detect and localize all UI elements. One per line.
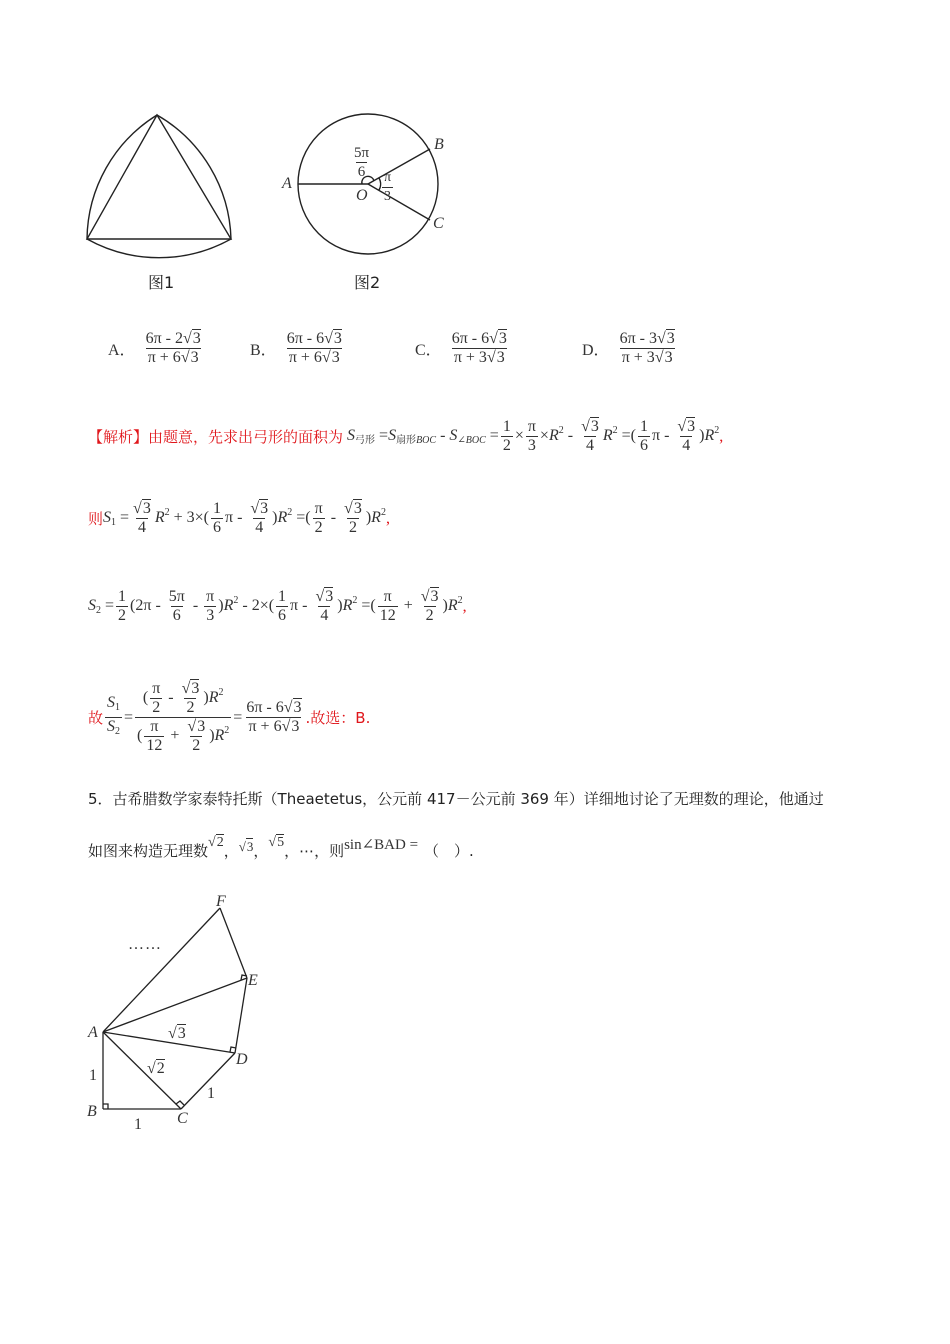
question-5-line-2: 如图来构造无理数 √2 ， √3 ， √5 ，⋯， 则 sin∠BAD = （ ）. — [88, 834, 474, 860]
radius-ob — [368, 149, 430, 184]
solution-answer: .故选：B. — [305, 709, 371, 727]
label-d: D — [236, 1051, 248, 1068]
segment-ae — [103, 978, 247, 1032]
label-c3: C — [177, 1110, 188, 1127]
question-5-line-1: 5．古希腊数学家泰特托斯（Theaetetus，公元前 417－公元前 369 年）详细地讨论了无理数的理论，他通过 — [88, 790, 824, 808]
option-b[interactable]: B． $\frac{6\pi - 6√3}{\pi + 6√3}$ — [250, 330, 342, 366]
right-angle-b — [103, 1104, 108, 1109]
sin-bad-expr: sin∠BAD = — [344, 837, 419, 853]
solution-line-1: 【解析】 由题意，先求出弓形的面积为 $S_{弓形} =S_{扇形BOC} - S_{\angle BOC}$ = $\frac{1}{2}$ × $\frac{\pi}{3}$ $\times R^2$ - $\frac{√3}{4}$ $R^2$ =( $\frac{1}{6}$ π - $\frac{√3}{4}$ )$R^2$ , — [88, 418, 724, 454]
label-b3: B — [87, 1103, 97, 1120]
label-a3: A — [88, 1024, 98, 1041]
inner-triangle — [87, 115, 231, 239]
s2-formula: $S_2$ = $\frac{1}{2}$ (2π - $\frac{5\pi}{6}$ - $\frac{\pi}{3}$ )$R^2 - 2\times$( $\frac{1}{6}$ π - $\frac{√3}{4}$ )$R^2$ =( $\frac{\pi}{12}$ + $\frac{√3}{2}$ )$R^2$ — [88, 588, 463, 624]
label-sqrt3: √3 — [168, 1025, 186, 1042]
ratio-formula: $\frac{S_1}{S_2}$ = ( $\frac{\pi}{2}$ - $\frac{√3}{2}$ )$R^2$ ( $\frac{\pi}{12}$ + $\frac{√3}{2}$ )$R^2$ = $\frac{6\pi - 6√3}{\pi + 6√3}$ — [107, 680, 302, 754]
segment-af — [103, 908, 220, 1032]
label-f: F — [216, 893, 226, 910]
angle-boc-label: $\frac{\pi}{3}$ — [384, 170, 392, 204]
sqrt-3-term: √3 — [238, 838, 254, 854]
label-c: C — [433, 215, 444, 232]
label-b: B — [434, 136, 444, 153]
option-a[interactable]: A． $\frac{6\pi - 2√3}{\pi + 6√3}$ — [108, 330, 201, 366]
solution-line-2: 则 $S_1$ = $\frac{√3}{4}$ $R^2 + 3\times$( $\frac{1}{6}$ π - $\frac{√3}{4}$ )$R^2$ =( $\frac{\pi}{2}$ - $\frac{√3}{2}$ )$R^2$ , — [88, 500, 390, 536]
answer-blank[interactable]: （ ）. — [424, 842, 474, 860]
figure-1-reuleaux-triangle — [80, 105, 240, 265]
segment-de — [235, 978, 247, 1053]
option-c[interactable]: C． $\frac{6\pi - 6√3}{\pi + 3√3}$ — [415, 330, 507, 366]
sqrt-5-term: √5 — [268, 834, 285, 850]
label-ab-length: 1 — [89, 1067, 97, 1084]
solution-tag: 【解析】 — [88, 428, 149, 446]
figure-2-caption: 图2 — [354, 273, 381, 292]
solution-line-4: 故 $\frac{S_1}{S_2}$ = ( $\frac{\pi}{2}$ - $\frac{√3}{2}$ )$R^2$ ( $\frac{\pi}{12}$ + $\frac{√3}{2}$ )$R^2$ = $\frac{6\pi - 6√3}{\pi + 6√3}$ .故选：B. — [88, 680, 371, 754]
segment-ef — [220, 908, 247, 978]
radius-oc — [368, 184, 430, 220]
figure-3-spiral-diagram — [85, 890, 285, 1140]
option-d[interactable]: D． $\frac{6\pi - 3√3}{\pi + 3√3}$ — [582, 330, 675, 366]
angle-arc-boc — [379, 178, 381, 190]
label-a: A — [282, 175, 292, 192]
s1-formula: $S_1$ = $\frac{√3}{4}$ $R^2 + 3\times$( $\frac{1}{6}$ π - $\frac{√3}{4}$ )$R^2$ =( $\frac{\pi}{2}$ - $\frac{√3}{2}$ )$R^2$ — [103, 500, 386, 536]
label-cd-length: 1 — [207, 1085, 215, 1102]
solution-line-3: $S_2$ = $\frac{1}{2}$ (2π - $\frac{5\pi}{6}$ - $\frac{\pi}{3}$ )$R^2 - 2\times$( $\frac{1}{6}$ π - $\frac{√3}{4}$ )$R^2$ =( $\frac{\pi}{12}$ + $\frac{√3}{2}$ )$R^2$ , — [88, 588, 467, 624]
label-continuation-dots: …… — [128, 936, 162, 953]
sqrt-2-term: √2 — [208, 834, 224, 850]
label-sqrt2: √2 — [147, 1060, 165, 1077]
segment-area-formula: $S_{弓形} =S_{扇形BOC} - S_{\angle BOC}$ = $\frac{1}{2}$ × $\frac{\pi}{3}$ $\times R^2$ - $\frac{√3}{4}$ $R^2$ =( $\frac{1}{6}$ π - $\frac{√3}{4}$ )$R^2$ — [347, 418, 720, 454]
label-o: O — [356, 187, 368, 204]
label-e: E — [248, 972, 258, 989]
figure-1-caption: 图1 — [148, 273, 175, 292]
solution-intro: 由题意，先求出弓形的面积为 — [148, 428, 344, 446]
reuleaux-arc-boundary — [87, 115, 231, 258]
label-bc-length: 1 — [134, 1116, 142, 1133]
angle-aob-label: $\frac{5\pi}{6}$ — [354, 145, 370, 180]
segment-ac — [103, 1032, 181, 1109]
